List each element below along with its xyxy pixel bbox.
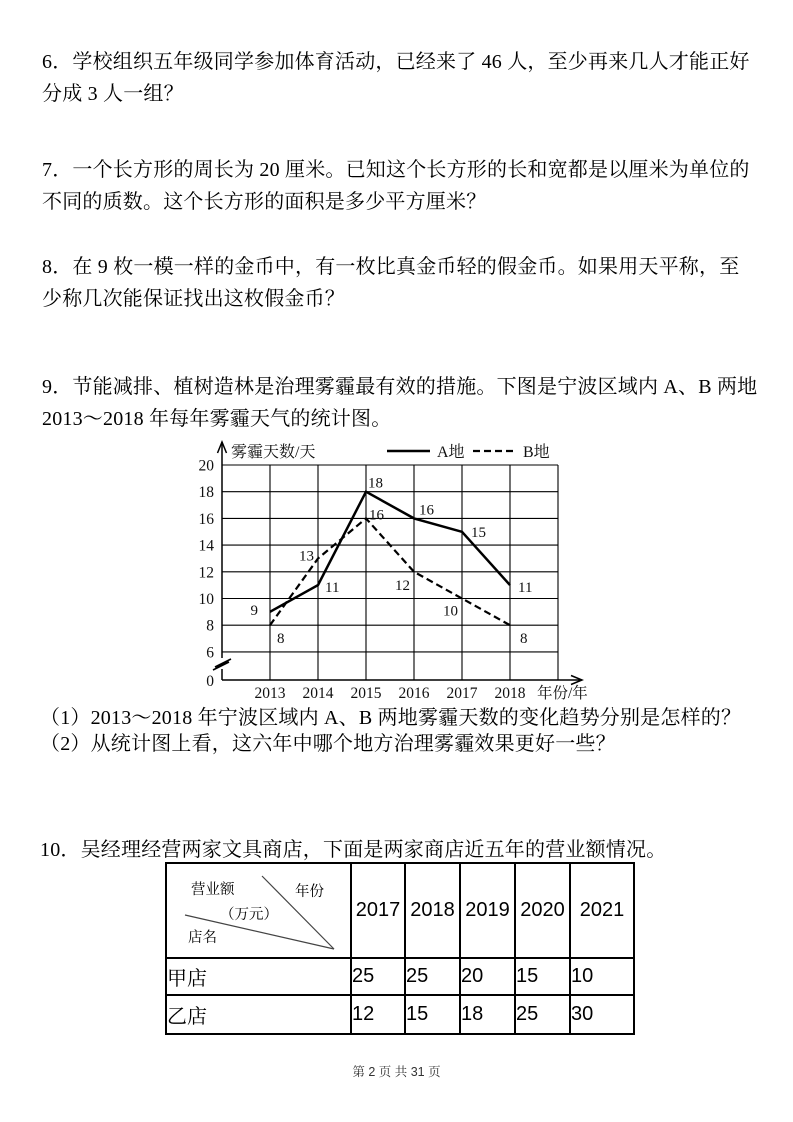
question-7-line-2: 不同的质数。这个长方形的面积是多少平方厘米？ [42,191,487,213]
smog-line-chart [185,438,610,706]
svg-text:雾霾天数/天: 雾霾天数/天 [231,444,316,461]
svg-text:8: 8 [277,631,285,648]
svg-text:10: 10 [198,591,214,608]
question-9-line-1: 9．节能减排、植树造林是治理雾霾最有效的措施。下图是宁波区域内 A、B 两地 [42,376,758,398]
table-corner-cell [166,863,351,958]
store-a-2019: 20 [460,958,515,995]
corner-unit-label: （万元） [220,907,278,923]
question-9-line-2: 2013～2018 年每年雾霾天气的统计图。 [42,408,392,430]
year-header-2017: 2017 [351,863,405,958]
svg-text:10: 10 [443,603,458,620]
svg-text:6: 6 [206,644,214,662]
svg-text:8: 8 [520,631,528,648]
svg-text:15: 15 [471,524,486,541]
svg-text:B地: B地 [523,444,550,461]
smog-line-chart-svg [185,438,610,706]
table-row-store-a [166,958,634,995]
svg-text:12: 12 [198,564,214,582]
svg-text:A地: A地 [437,444,465,461]
svg-text:14: 14 [198,537,214,555]
svg-text:2017: 2017 [446,685,478,702]
corner-year-label: 年份 [295,884,324,900]
svg-text:年份/年: 年份/年 [537,685,588,702]
question-7-line-1: 7．一个长方形的周长为 20 厘米。已知这个长方形的长和宽都是以厘米为单位的 [42,159,750,181]
svg-text:13: 13 [299,548,314,565]
question-6-line-1: 6．学校组织五年级同学参加体育活动，已经来了 46 人，至少再来几人才能正好 [42,51,750,73]
question-10-line-1: 10．吴经理经营两家文具商店，下面是两家商店近五年的营业额情况。 [40,839,667,861]
question-7 [42,154,760,218]
svg-text:18: 18 [198,484,214,502]
svg-text:2013: 2013 [254,685,286,702]
question-9 [42,371,760,435]
svg-text:16: 16 [419,502,434,519]
svg-text:11: 11 [518,580,533,597]
store-a-2018: 25 [405,958,460,995]
svg-text:18: 18 [368,475,383,492]
store-b-2019: 18 [460,995,515,1034]
svg-text:2016: 2016 [398,685,430,702]
question-8-line-1: 8．在 9 枚一模一样的金币中，有一枚比真金币轻的假金币。如果用天平称，至 [42,256,740,278]
year-header-2020: 2020 [515,863,570,958]
year-header-2018: 2018 [405,863,460,958]
svg-text:20: 20 [198,457,214,475]
question-6 [42,46,760,110]
svg-text:11: 11 [325,580,340,597]
svg-text:2014: 2014 [302,685,334,702]
question-9-sub-2: （2）从统计图上看，这六年中哪个地方治理雾霾效果更好一些？ [40,733,616,755]
store-a-label: 甲店 [166,958,351,995]
store-b-label: 乙店 [166,995,351,1034]
corner-revenue-label: 营业额 [191,882,235,898]
revenue-table-header-row [166,863,634,958]
svg-text:2018: 2018 [494,685,526,702]
question-6-line-2: 分成 3 人一组？ [42,83,184,105]
question-9-sub-1: （1）2013～2018 年宁波区域内 A、B 两地雾霾天数的变化趋势分别是怎样的？ [40,707,742,729]
svg-text:16: 16 [369,507,384,524]
page-number-footer: 第 2 页 共 31 页 [352,1065,441,1079]
store-a-2020: 15 [515,958,570,995]
store-b-2020: 25 [515,995,570,1034]
store-b-2017: 12 [351,995,405,1034]
svg-text:0: 0 [206,673,214,690]
question-9-subquestions [40,705,758,757]
store-a-2021: 10 [570,958,634,995]
revenue-table [165,862,635,1035]
question-8-line-2: 少称几次能保证找出这枚假金币？ [42,288,345,310]
question-8 [42,251,760,315]
svg-text:12: 12 [395,577,410,594]
svg-text:9: 9 [250,602,258,619]
store-b-2018: 15 [405,995,460,1034]
svg-text:2015: 2015 [350,685,382,702]
store-a-2017: 25 [351,958,405,995]
year-header-2019: 2019 [460,863,515,958]
table-row-store-b [166,995,634,1034]
svg-text:16: 16 [198,510,214,528]
corner-store-label: 店名 [188,930,217,946]
year-header-2021: 2021 [570,863,634,958]
store-b-2021: 30 [570,995,634,1034]
svg-text:8: 8 [206,617,214,635]
